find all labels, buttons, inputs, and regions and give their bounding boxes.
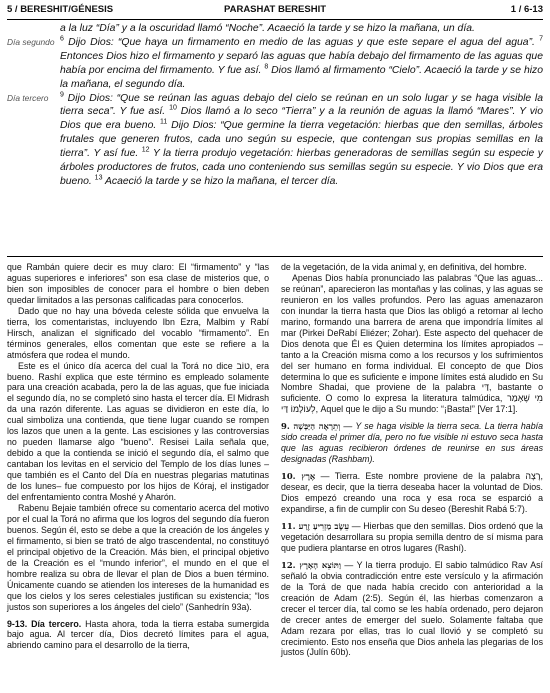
entry-heading: 9. וְתֵרָאֶה הַיַּבָּשָׁה — [281, 421, 341, 432]
verse-number: 7 — [539, 35, 543, 43]
verse-number: 6 — [60, 35, 64, 43]
verse-13: Acaeció la tarde y se hizo la mañana, el tercer día. — [104, 175, 339, 187]
side-label-day-three: Día tercero — [7, 92, 49, 103]
commentary-left-column — [7, 262, 269, 651]
verse-block-day-three — [7, 92, 543, 189]
verse-block-day-two — [7, 36, 543, 92]
verse-6: Dijo Dios: “Que haya un firmamento en medio de las aguas y que este separe el agua del agua”. — [68, 36, 535, 48]
commentary-paragraph: Apenas Dios había pronunciado las palabras “Que las aguas... se reúnan”, aparecieron las montañas y las colinas, y las aguas se reunieron en los valles profundos. Pero las aguas amenazaron con inundar la tierra hasta que Dios las obligó a retornar al lecho marino, formando una barrera de arena que impondría límites al mar (Pirkei DeRabí Eliézer; Zohar). Este aspecto del quehacer de Dios denota que Él es Quien determina los límites apropiados –tanto a la Creación misma como a los recursos y los sufrimientos del ser humano en forma individual. El concepto de que Dios determina lo que es suficiente e impone límites está aludido en Su Nombre Shadai, que proviene de la palabra דַּי, bastante o suficiente. O como lo expresa la literatura talmúdica, מִי שֶׁאָמַר לְעוֹלָמוֹ דַּי, Aquel que le dijo a Su mundo: “¡Basta!” [Ver 17:1]. — [281, 272, 543, 415]
verse-number: 12 — [141, 146, 150, 154]
entry-heading: 10. אֶרֶץ — [281, 471, 316, 482]
commentary-rule — [7, 256, 543, 257]
verse-number: 8 — [264, 63, 269, 71]
entry-heading: 11. עֵשֶׂב מַזְרִיעַ זֶרַע — [281, 520, 350, 531]
side-label-day-two: Día segundo — [7, 36, 55, 47]
entry-text: — Hierbas que den semillas. Dios ordenó que la vegetación desarrollara su propia semilla dentro de sí misma para que pudiera plantarse en otros lugares (Rashí). — [281, 520, 543, 553]
page-header — [7, 4, 543, 17]
commentary-paragraph: de la vegetación, de la vida animal y, en definitiva, del hombre. — [281, 262, 527, 272]
verse-number: 11 — [160, 118, 168, 126]
entry-text: — Y la tierra produjo. El sabio talmúdico Rav Así señaló la obvia contradicción entre este versículo y la afirmación de la Torá de que nada había crecido con anterioridad a la creación de Adam (2:5). Según él, las hierbas comenzaron a crecer el tercer día, tal como se les había ordenado, pero dejaron de crecer antes de emerger del suelo. Solamente faltaba que Adam rezara por ellas, tras lo cual llovió y se completó su crecimiento. Esto nos enseña que Dios anhela las plegarias de los justos (Julín 60b). — [281, 559, 543, 658]
verse-number: 9 — [60, 91, 64, 99]
verse-11: Dijo Dios: “Que germine la tierra vegetación: hierbas que den semillas, árboles frutales que generen frutos, cada uno según su especie, que contengan sus propias semillas en la tierra”. Y así fue. — [60, 120, 543, 160]
verse-12: Y la tierra produjo vegetación: hierbas generadoras de semillas según su especie y árboles productores de frutos, cada uno conteniendo sus semillas según su especie. Y vio Dios que era bueno. — [60, 148, 543, 187]
verse-7: Entonces Dios hizo el firmamento y separó las aguas que había debajo del firmamento de las aguas que había por encima del firmamento. Y fue así. — [60, 50, 543, 76]
verse-block-intro — [7, 22, 543, 36]
verse-number: 13 — [94, 174, 103, 182]
entry-text: Hasta ahora, toda la tierra estaba sumergida bajo agua. Al tercer día, Dios decretó límites para el agua, abriendo camino para el desarrollo de la tierra, — [7, 618, 269, 651]
header-rule — [7, 19, 543, 20]
commentary-right-column — [281, 262, 543, 658]
commentary-entry — [281, 421, 543, 465]
commentary — [7, 262, 543, 688]
commentary-entry — [281, 471, 543, 515]
commentary-paragraph: que Rambán quiere decir es muy claro: El “firmamento” y “las aguas superiores e inferiores” son esa clase de misterios que, o bien son imposibles de conocer para el hombre o bien deben quedar limitados a las personas calificadas para conocerlos. — [7, 262, 269, 305]
parashah-title: PARASHAT BERESHIT — [223, 4, 327, 15]
verse-9: Dijo Dios: “Que se reúnan las aguas debajo del cielo se reúnan en un solo lugar y se haga visible la tierra seca”. Y fue así. — [60, 92, 544, 118]
verse-10: Dios llamó a lo seco “Tierra” y a la reunión de aguas la llamó “Mares”. Y vio Dios que era bueno. — [60, 106, 544, 132]
commentary-entry — [7, 619, 269, 652]
verses-9-13 — [60, 92, 543, 189]
commentary-paragraph: Dado que no hay una bóveda celeste sólida que envuelva la tierra, los comentaristas, incluyendo Ibn Ezra, Malbim y Rabí Hirsch, analizan el significado del vocablo “firmamento”. En términos generales, ellos comentan que este se refiere a la atmósfera que rodea el mundo. — [7, 305, 269, 360]
verse-8: Dios llamó al firmamento “Cielo”. Acaeció la tarde y se hizo la mañana, el segundo día. — [60, 64, 544, 90]
entry-heading: 12. וַתּוֹצֵא הָאָרֶץ — [281, 559, 342, 570]
chapter-verse-range: 1 / 6-13 — [510, 4, 543, 15]
commentary-entry — [281, 560, 543, 659]
commentary-paragraph: Este es el único día acerca del cual la Torá no dice טוֹב, era bueno. Rashí explica que este término es empleado solamente para una creación acabada, pero la de las aguas, que fue iniciada el segundo día, no se completó sino hasta el tercer día. El Midrash da una razón diferente. Las aguas se dividieron en este día, lo cual simboliza una contienda, que tiene lugar cuando se rompen los lazos que unen a la gente. Las escisiones y las controversias no pueden llamarse algo “bueno”. Resisei Laila señala que, debido a que la contienda se inició el segundo día, el salmo que cantaban los levitas en el servicio del Templo de los días lunes –que también es el Canto del Día en nuestras plegarias matutinas de los lunes– fue compuesto por los hijos de Kóraj, el instigador del enfrentamiento contra Moshé y Aharón. — [7, 360, 269, 503]
entry-text: — Tierra. Este nombre proviene de la palabra רָצָה, desear, es decir, que la tierra deseaba hacer la voluntad de Dios. Dios empezó creando una roca y esa roca se esparció a expandirse, a fin de cumplir con Su deseo (Bereshit Rabá 5:7). — [281, 471, 543, 515]
verse-number: 10 — [169, 104, 177, 112]
commentary-entry — [281, 521, 543, 554]
book-reference: 5 / BERESHIT/GÉNESIS — [7, 4, 114, 15]
commentary-paragraph: Rabenu Bejaie también ofrece su comentario acerca del motivo por el cual la Torá no afirma que los logros del segundo día fueron buenos. Según él, esto se debe a que la creación de los ángeles y el firmamento, si bien se trató de algo trascendental, no constituyó el principal objetivo de la Creación. Más bien, el principal objetivo de la Creación es el “mundo inferior”, el mundo en el que el hombre realiza su obra de llevar el plan de Dios a buen término. Únicamente cuando se atienden los intereses de la humanidad es que los cielos y los seres celestiales justifican su existencia; “los justos son superiores a los ángeles del cielo” (Sanhedrín 93a). — [7, 502, 269, 612]
scripture-text — [7, 22, 543, 189]
verses-6-8 — [60, 36, 543, 92]
verse-intro-text: a la luz “Día” y a la oscuridad llamó “Noche”. Acaeció la tarde y se hizo la mañana, un día. — [60, 23, 475, 34]
entry-heading: 9-13. Día tercero. — [7, 618, 82, 629]
entry-text: — Y se haga visible la tierra seca. La tierra había sido creada el primer día, pero no fue visible ni estuvo seca hasta que las aguas recibieron órdenes de reunirse en sus áreas designadas (Rashbam). — [281, 421, 543, 465]
